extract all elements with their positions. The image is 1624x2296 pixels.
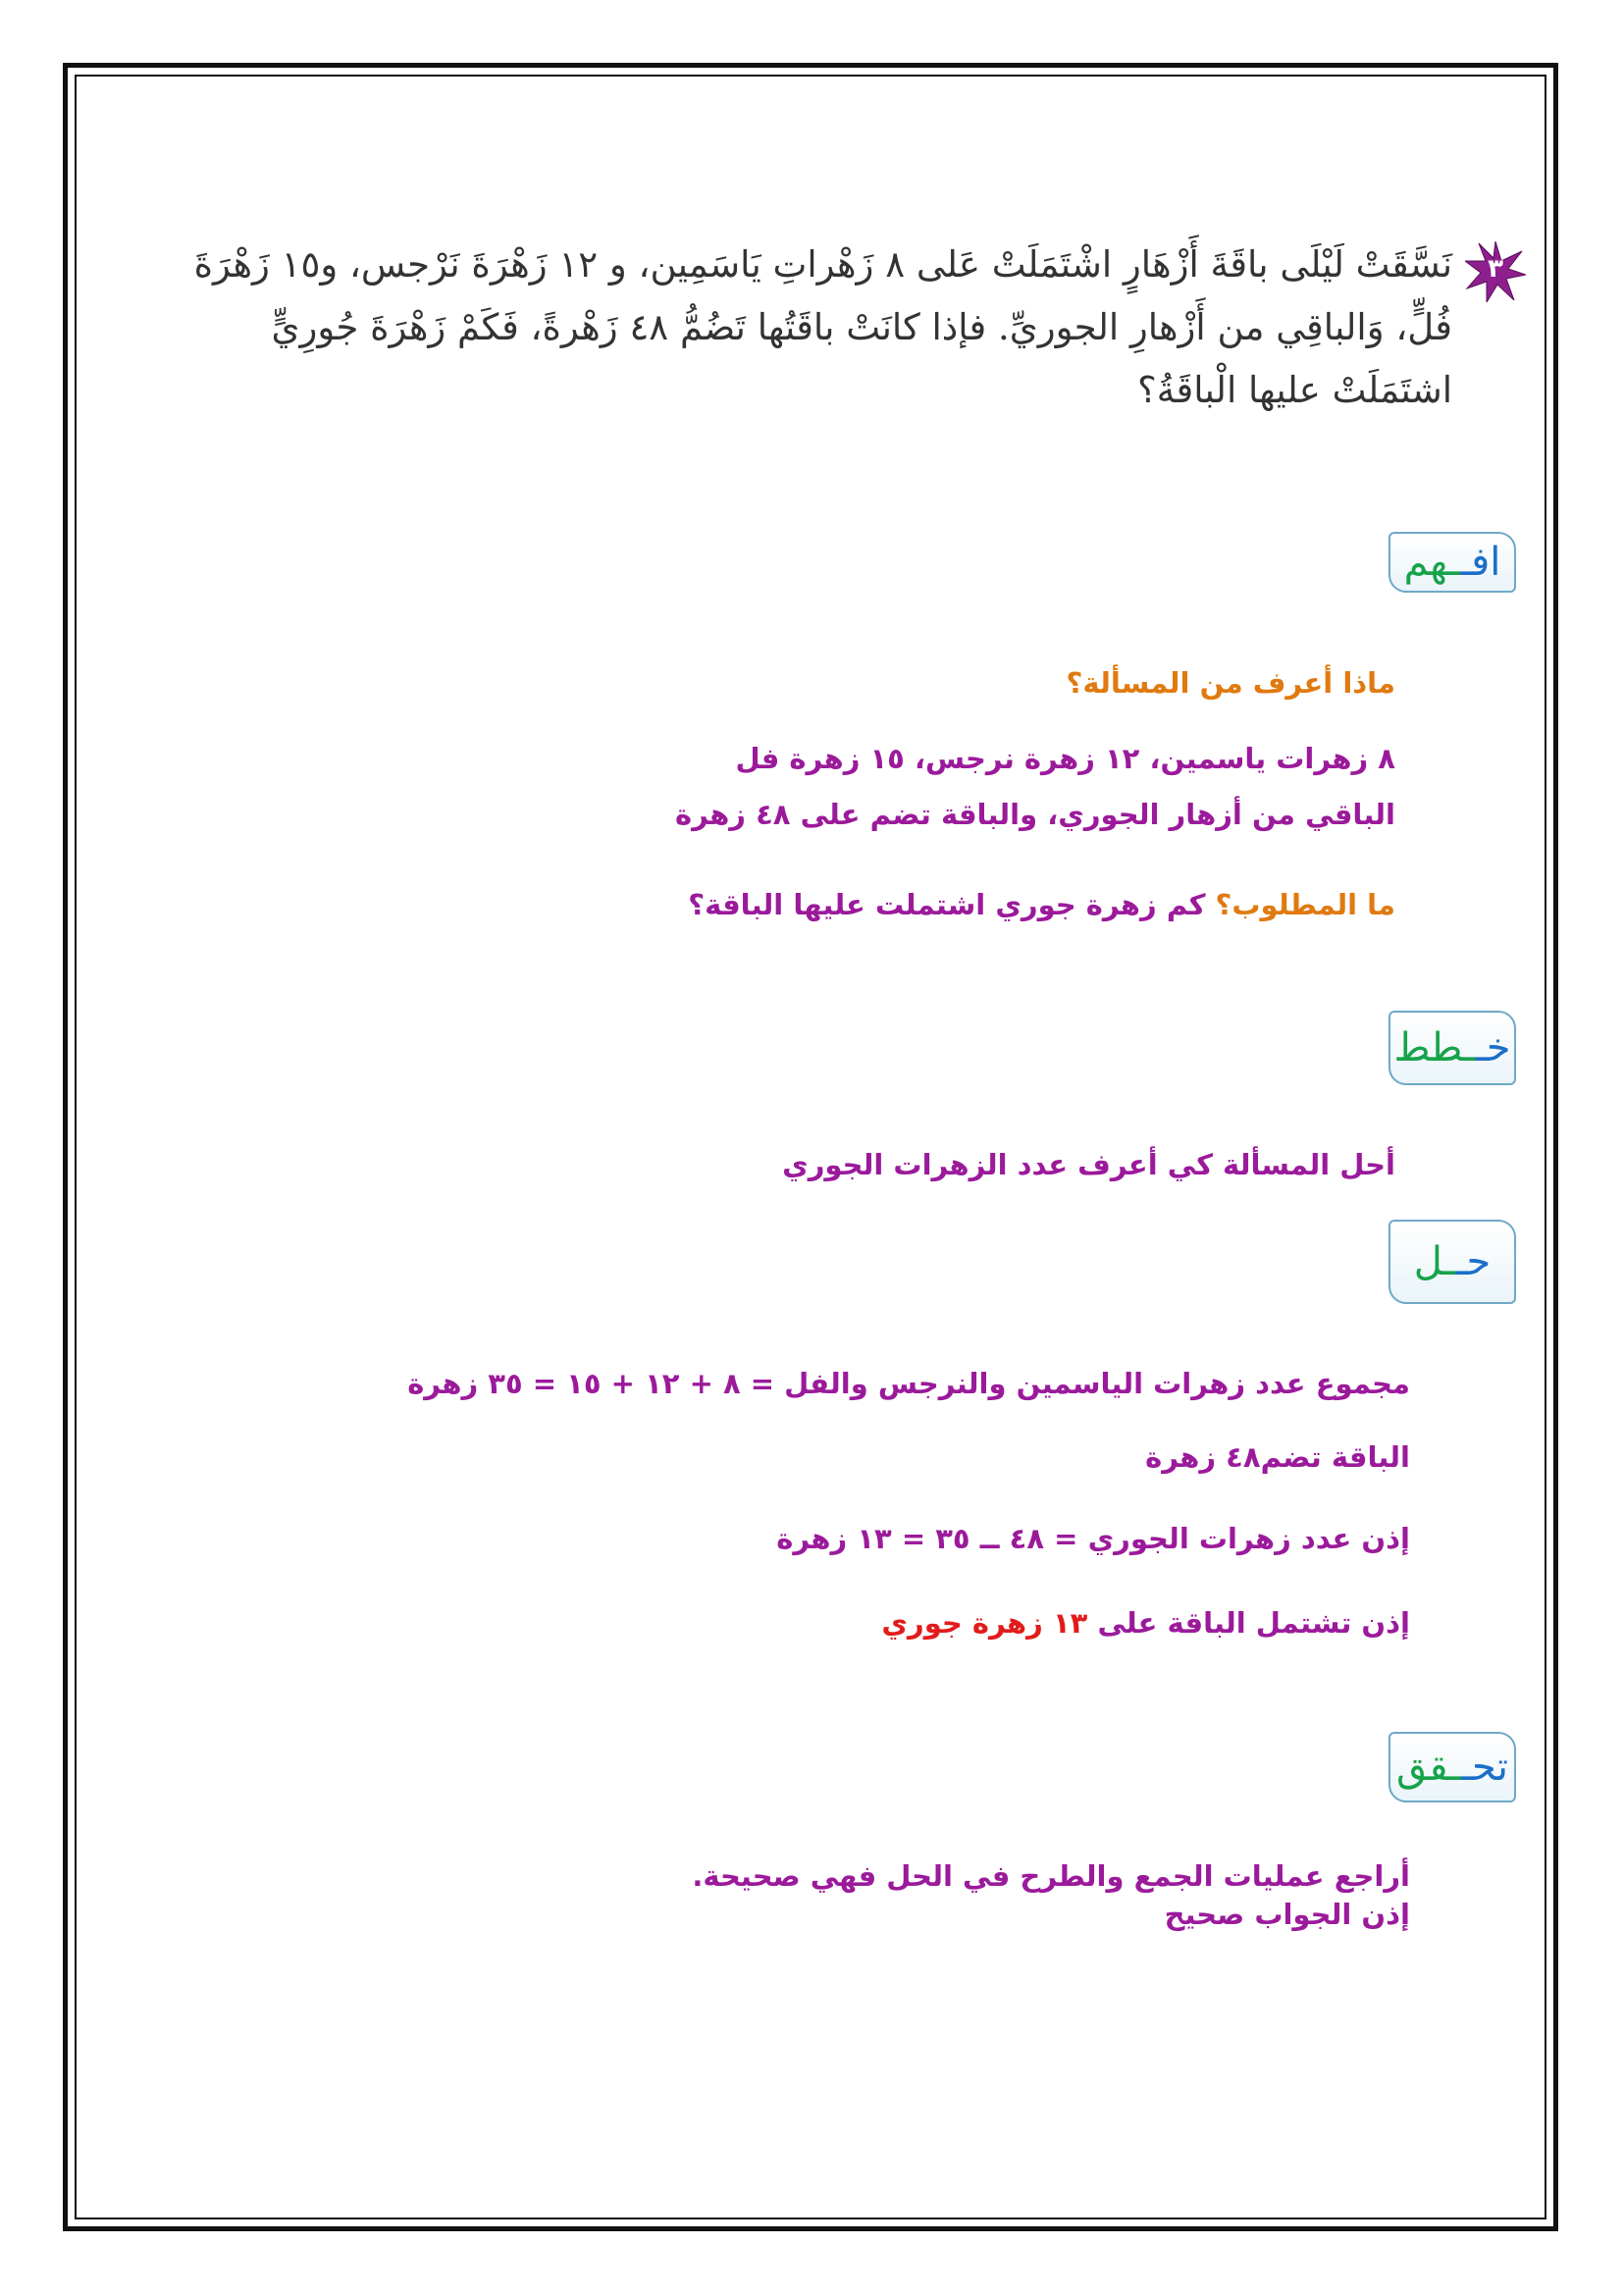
check-tag xyxy=(1388,1732,1516,1802)
plan-text: أحل المسألة كي أعرف عدد الزهرات الجوري xyxy=(782,1148,1395,1181)
understand-question: ماذا أعرف من المسألة؟ xyxy=(1066,666,1395,700)
known-line-2: الباقي من أزهار الجوري، والباقة تضم على ٤٨ زهرة xyxy=(675,798,1395,831)
understand-tag xyxy=(1388,532,1516,593)
check-tag-part1: تحـ xyxy=(1460,1745,1508,1790)
solve-tag-part2: ـل xyxy=(1413,1239,1455,1284)
plan-tag xyxy=(1388,1011,1516,1085)
known-line-1: ٨ زهرات ياسمين، ١٢ زهرة نرجس، ١٥ زهرة فل xyxy=(735,742,1395,775)
required-text: كم زهرة جوري اشتملت عليها الباقة؟ xyxy=(688,888,1206,921)
plan-tag-part2: ـطط xyxy=(1393,1025,1476,1070)
check-line-1: أراجع عمليات الجمع والطرح في الحل فهي صحيحة. xyxy=(692,1859,1410,1893)
solve-line-4 xyxy=(134,1601,1410,1644)
solve-tag-part1: حـ xyxy=(1454,1239,1492,1284)
problem-text: نَسَّقَتْ لَيْلَى باقَةَ أَزْهَارٍ اشْتَمَلَتْ عَلى ٨ زَهْراتِ يَاسَمِين، و ١٢ زَهْرَةَ نَرْجس، و١٥ زَهْرَةَ فُلٍّ، وَالباقِي من أَزْهارِ الجوريِّ. فإذا كانَتْ باقَتُها تَضُمُّ ٤٨ زَهْرةً، فَكَمْ زَهْرَةَ جُورِيٍّ اشتَمَلَتْ عليها الْباقَةُ؟ xyxy=(193,243,1452,411)
plan-tag-part1: خـ xyxy=(1475,1025,1511,1070)
check-tag-part2: ـقق xyxy=(1396,1745,1461,1790)
required-label: ما المطلوب؟ xyxy=(1215,888,1395,921)
solve-line-1: مجموع عدد زهرات الياسمين والنرجس والفل = ٨ + ١٢ + ١٥ = ٣٥ زهرة xyxy=(407,1367,1410,1400)
solve-line-2: الباقة تضم٤٨ زهرة xyxy=(1145,1440,1410,1474)
understand-tag-part2: ـهم xyxy=(1403,540,1460,585)
problem-number: ٣ xyxy=(1488,254,1503,284)
understand-tag-part1: افـ xyxy=(1459,540,1501,585)
solve-tag xyxy=(1388,1220,1516,1304)
check-line-2: إذن الجواب صحيح xyxy=(1164,1898,1410,1931)
final-answer: ١٣ زهرة جوري xyxy=(881,1606,1088,1640)
required-line xyxy=(316,883,1395,926)
solve-line-4-start: إذن تشتمل الباقة على xyxy=(1097,1606,1410,1640)
solve-line-3: إذن عدد زهرات الجوري = ٤٨ ــ ٣٥ = ١٣ زهرة xyxy=(776,1522,1410,1555)
